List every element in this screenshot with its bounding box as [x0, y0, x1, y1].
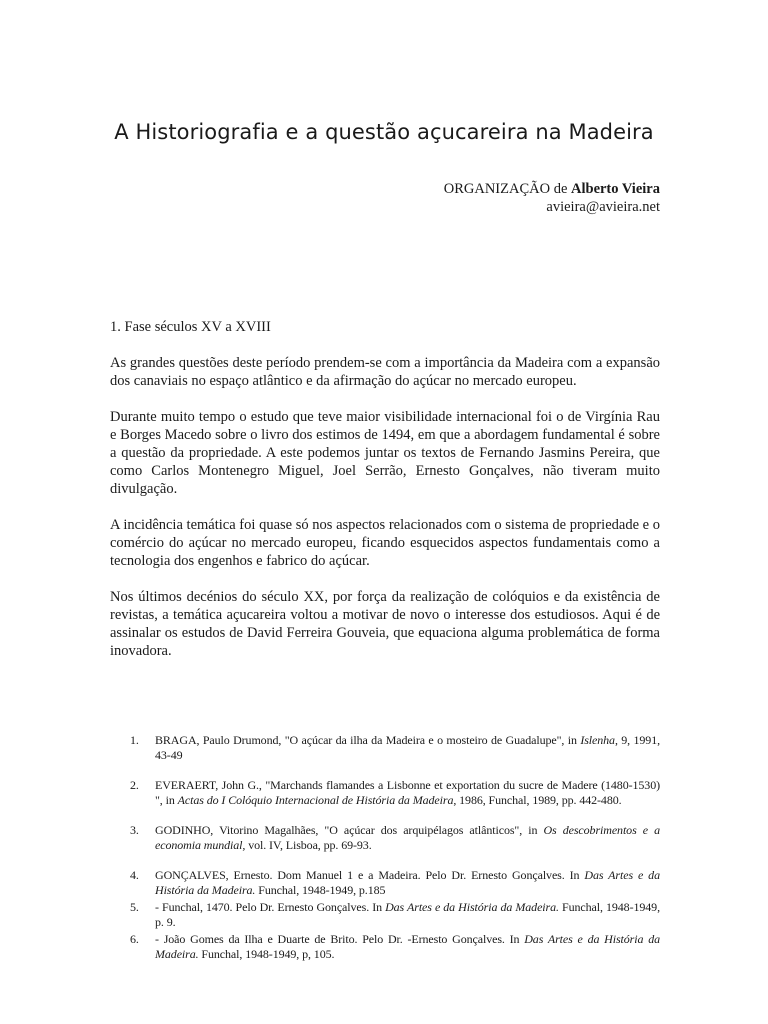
footnote-number: 1.	[130, 733, 139, 747]
footnote-text: vol. IV, Lisboa, pp. 69-93.	[245, 838, 372, 852]
author-name: Alberto Vieira	[571, 181, 660, 197]
footnote-number: 3.	[130, 823, 139, 837]
footnote-source-title: Actas do I Colóquio Internacional de História da Madeira	[177, 793, 454, 807]
footnote-source-title: Das Artes e da História da Madeira.	[155, 868, 660, 897]
byline-prefix: ORGANIZAÇÃO de	[443, 181, 571, 197]
footnote	[110, 733, 660, 763]
footnote-text: , 1986, Funchal, 1989, pp. 442-480.	[453, 793, 622, 807]
footnote-text: EVERAERT, John G., "Marchands flamandes a Lisbonne et exportation du sucre de Madere (1480-1530) ", in	[155, 778, 660, 807]
footnote-number: 4.	[130, 868, 139, 882]
footnote-text: - João Gomes da Ilha e Duarte de Brito. Pelo Dr. -Ernesto Gonçalves. In	[155, 932, 525, 946]
footnote-text: - Funchal, 1470. Pelo Dr. Ernesto Gonçalves. In	[155, 900, 386, 914]
paragraph: Nos últimos decénios do século XX, por força da realização de colóquios e da existência de revistas, a temática açucareira voltou a motivar de novo o interesse dos estudiosos. Aqui é de assinalar os estudos de David Ferreira Gouveia, que equaciona alguma problemática de forma inovadora.	[110, 589, 660, 659]
footnote-text: , 9, 1991, 43-49	[155, 733, 660, 762]
paragraph: As grandes questões deste período prendem-se com a importância da Madeira com a expansão dos canaviais no espaço atlântico e da afirmação do açúcar no mercado europeu.	[110, 355, 660, 389]
footnote-text: GODINHO, Vitorino Magalhães, "O açúcar dos arquipélagos atlânticos", in	[155, 823, 544, 837]
document-title: A Historiografia e a questão açucareira na Madeira	[114, 120, 654, 144]
footnote-source-title: Das Artes e da História da Madeira.	[385, 900, 559, 914]
footnote-source-title: Das Artes e da História da Madeira.	[155, 932, 661, 961]
paragraph: Durante muito tempo o estudo que teve maior visibilidade internacional foi o de Virgínia Rau e Borges Macedo sobre o livro dos estimos de 1494, em que a abordagem fundamental é sobre a questão da propriedade. A este podemos juntar os textos de Fernando Jasmins Pereira, que como Carlos Montenegro Miguel, Joel Serrão, Ernesto Gonçalves, não tiveram muito divulgação.	[110, 409, 660, 497]
footnote	[110, 868, 660, 898]
footnote	[110, 778, 660, 808]
footnote-text: BRAGA, Paulo Drumond, "O açúcar da ilha da Madeira e o mosteiro de Guadalupe", in	[155, 733, 581, 747]
author-email: avieira@avieira.net	[546, 199, 660, 215]
section-body	[110, 318, 660, 678]
footnote-text: Funchal, 1948-1949, p, 105.	[198, 947, 335, 961]
byline	[444, 180, 660, 216]
footnote-text: Funchal, 1948-1949, p. 9.	[155, 900, 660, 929]
paragraph: A incidência temática foi quase só nos aspectos relacionados com o sistema de propriedade e o comércio do açúcar no mercado europeu, ficando esquecidos aspectos fundamentais como a tecnologia dos engenhos e fabrico do açúcar.	[110, 517, 660, 569]
footnotes-list	[110, 733, 660, 964]
footnote-source-title: Islenha	[580, 733, 615, 747]
byline-organization	[444, 180, 660, 198]
footnote	[110, 932, 660, 962]
section-heading: 1. Fase séculos XV a XVIII	[110, 319, 271, 335]
footnote-source-title: Os descobrimentos e a economia mundial,	[155, 823, 661, 852]
footnote-text: GONÇALVES, Ernesto. Dom Manuel 1 e a Madeira. Pelo Dr. Ernesto Gonçalves. In	[155, 868, 585, 882]
footnote-text: Funchal, 1948-1949, p.185	[255, 883, 386, 897]
footnote-number: 6.	[130, 932, 139, 946]
footnote	[110, 823, 660, 853]
footnote	[110, 900, 660, 930]
footnote-number: 2.	[130, 778, 139, 792]
footnote-number: 5.	[130, 900, 139, 914]
